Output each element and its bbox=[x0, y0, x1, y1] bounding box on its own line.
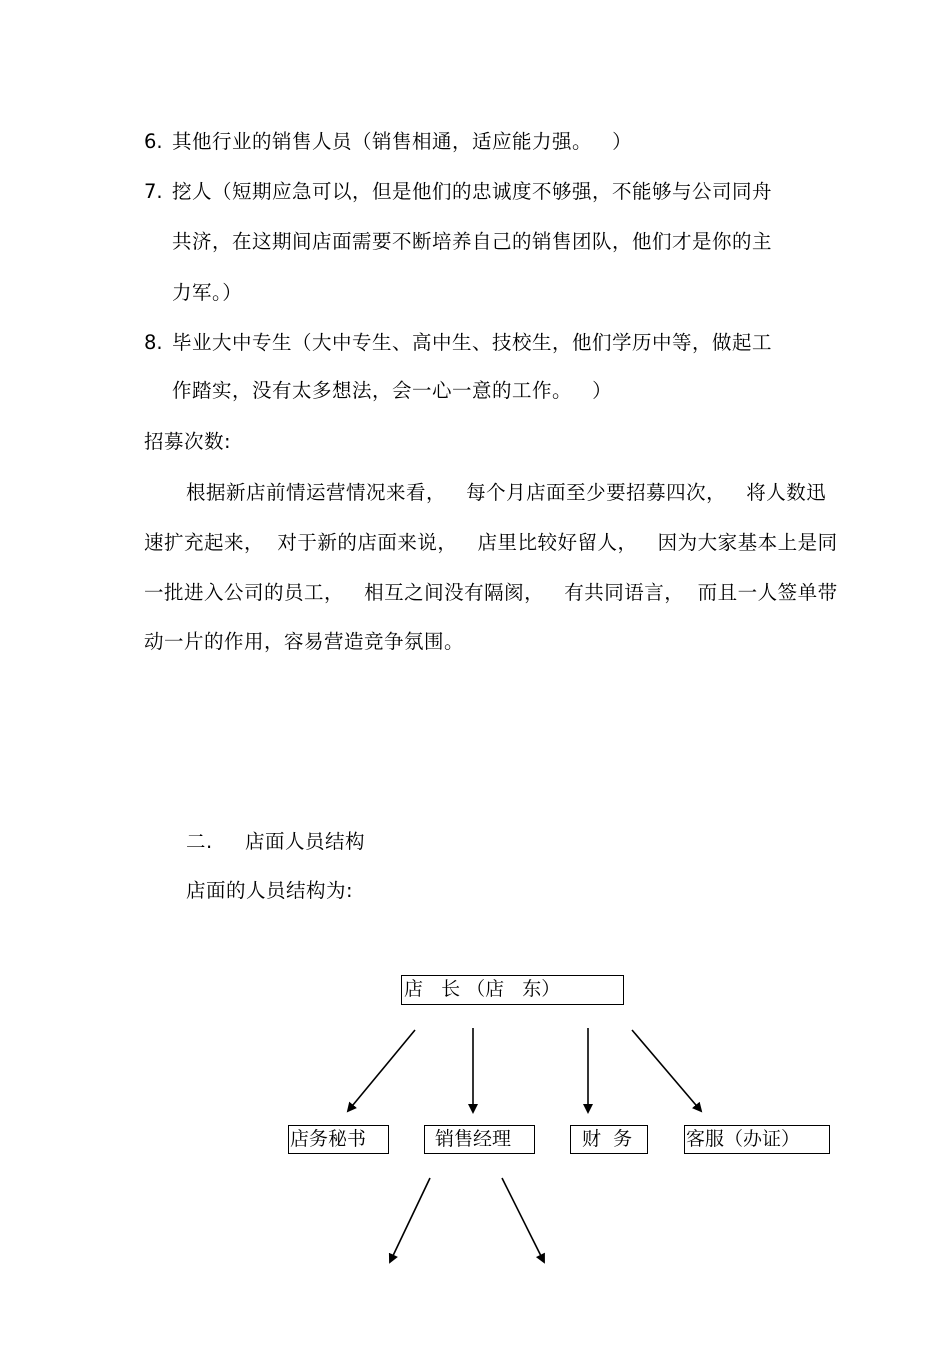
arrow-down-right bbox=[502, 1178, 544, 1262]
section-intro: 店面的人员结构为: bbox=[186, 879, 354, 902]
list-item-8-line-1: 毕业大中专生（大中专生、高中生、技校生，他们学历中等，做起工 bbox=[172, 331, 773, 354]
recruit-heading: 招募次数: bbox=[144, 430, 232, 453]
org-box-finance: 财 务 bbox=[570, 1125, 648, 1154]
list-item-8-line-2: 作踏实，没有太多想法，会一心一意的工作。 ） bbox=[172, 379, 613, 402]
list-number-8: 8. bbox=[144, 331, 163, 354]
list-item-7-line-2: 共济，在这期间店面需要不断培养自己的销售团队，他们才是你的主 bbox=[172, 230, 773, 253]
org-box-sales-manager: 销售经理 bbox=[424, 1125, 535, 1154]
arrow-to-secretary bbox=[348, 1030, 415, 1111]
list-item-6-line-1: 其他行业的销售人员（销售相通，适应能力强。 ） bbox=[172, 130, 633, 153]
org-box-customer-service: 客服（办证） bbox=[684, 1125, 830, 1154]
list-number-7: 7. bbox=[144, 180, 163, 203]
org-box-store-manager: 店 长 （店 东） bbox=[401, 975, 624, 1005]
section-number: 二. bbox=[186, 830, 213, 853]
list-item-7-line-3: 力军。） bbox=[172, 281, 243, 304]
list-item-7-line-1: 挖人（短期应急可以，但是他们的忠诚度不够强，不能够与公司同舟 bbox=[172, 180, 773, 203]
recruit-paragraph-line-4: 动一片的作用，容易营造竞争氛围。 bbox=[144, 630, 465, 653]
list-number-6: 6. bbox=[144, 130, 163, 153]
arrow-to-customer-service bbox=[632, 1030, 701, 1111]
recruit-paragraph-line-1: 根据新店前情运营情况来看， 每个月店面至少要招募四次， 将人数迅 bbox=[186, 481, 827, 504]
section-title: 店面人员结构 bbox=[245, 830, 366, 853]
arrow-down-left bbox=[390, 1178, 430, 1262]
org-box-secretary: 店务秘书 bbox=[288, 1125, 389, 1154]
recruit-paragraph-line-3: 一批进入公司的员工， 相互之间没有隔阂， 有共同语言， 而且一人签单带 bbox=[144, 581, 838, 604]
recruit-paragraph-line-2: 速扩充起来， 对于新的店面来说， 店里比较好留人， 因为大家基本上是同 bbox=[144, 531, 838, 554]
